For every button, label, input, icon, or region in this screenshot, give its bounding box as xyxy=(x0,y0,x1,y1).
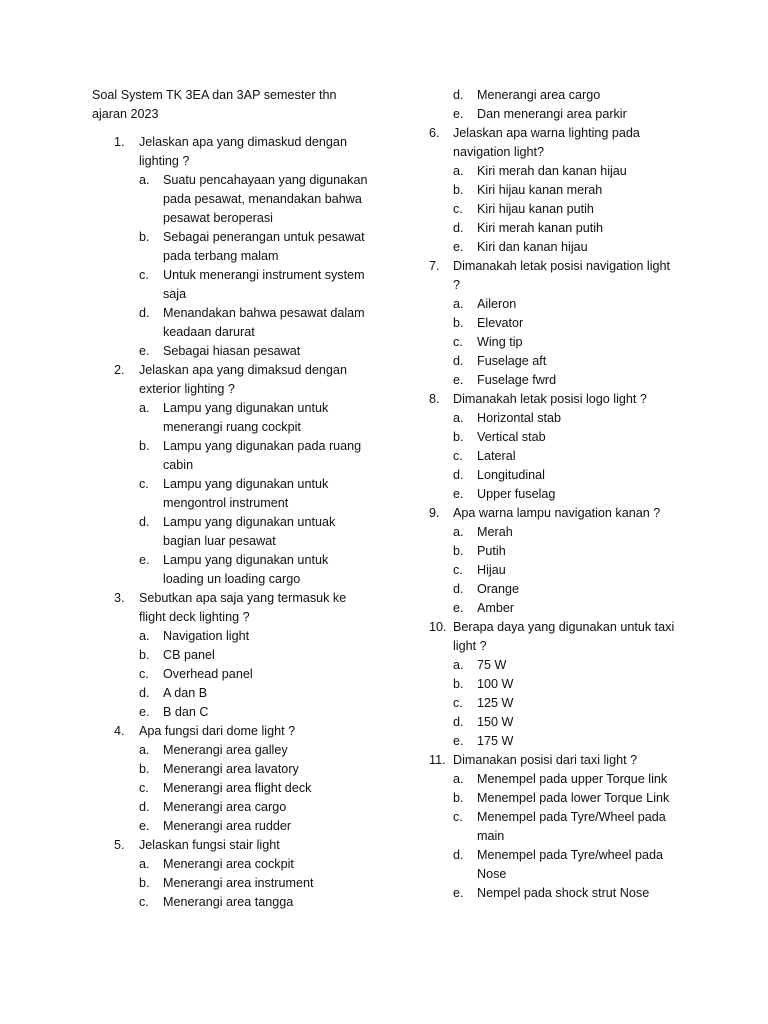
option-text: Kiri hijau kanan putih xyxy=(477,202,594,216)
option-letter: d. xyxy=(453,468,464,482)
option-text: Navigation light xyxy=(163,629,250,643)
option-letter: e. xyxy=(453,487,464,501)
option-letter: e. xyxy=(139,344,150,358)
question-number: 1. xyxy=(114,135,125,149)
question-item xyxy=(92,722,372,836)
option-text: Vertical stab xyxy=(477,430,546,444)
option-letter: b. xyxy=(453,791,464,805)
answer-option xyxy=(139,627,372,646)
question-number: 9. xyxy=(429,506,440,520)
option-letter: a. xyxy=(139,173,150,187)
option-list xyxy=(453,409,679,504)
option-text: Menempel pada lower Torque Link xyxy=(477,791,670,805)
answer-option xyxy=(453,428,679,447)
answer-option xyxy=(453,580,679,599)
option-text: Elevator xyxy=(477,316,524,330)
option-text: 125 W xyxy=(477,696,514,710)
option-list xyxy=(139,171,372,361)
option-text: Nempel pada shock strut Nose xyxy=(477,886,650,900)
option-letter: c. xyxy=(139,477,149,491)
option-letter: a. xyxy=(139,629,150,643)
option-list xyxy=(453,162,679,257)
option-text: Upper fuselag xyxy=(477,487,556,501)
option-text: Untuk menerangi instrument system saja xyxy=(163,268,365,301)
option-letter: a. xyxy=(453,164,464,178)
option-letter: e. xyxy=(453,373,464,387)
continued-options-list xyxy=(429,86,679,124)
option-list xyxy=(453,770,679,903)
option-letter: b. xyxy=(139,648,150,662)
option-list xyxy=(139,741,372,836)
option-text: Lampu yang digunakan untuk loading un loading cargo xyxy=(163,553,329,586)
answer-option xyxy=(139,551,372,589)
option-letter: c. xyxy=(453,696,463,710)
answer-option xyxy=(453,561,679,580)
question-number: 4. xyxy=(114,724,125,738)
question-text: Apa fungsi dari dome light ? xyxy=(139,724,296,738)
option-list xyxy=(453,523,679,618)
answer-option xyxy=(139,437,372,475)
question-text: Sebutkan apa saja yang termasuk ke flight deck lighting ? xyxy=(139,591,347,624)
option-text: Overhead panel xyxy=(163,667,253,681)
option-text: Amber xyxy=(477,601,515,615)
answer-option xyxy=(453,371,679,390)
answer-option xyxy=(453,789,679,808)
option-text: CB panel xyxy=(163,648,215,662)
answer-option xyxy=(453,181,679,200)
option-letter: b. xyxy=(139,762,150,776)
question-text: Berapa daya yang digunakan untuk taxi light ? xyxy=(453,620,675,653)
option-text: B dan C xyxy=(163,705,209,719)
answer-option xyxy=(453,846,679,884)
option-letter: d. xyxy=(453,582,464,596)
answer-option xyxy=(453,238,679,257)
document-title: Soal System TK 3EA dan 3AP semester thn ajaran 2023 xyxy=(92,88,337,121)
option-text: Menerangi area instrument xyxy=(163,876,314,890)
option-text: 175 W xyxy=(477,734,514,748)
answer-option xyxy=(453,447,679,466)
option-list xyxy=(139,855,372,912)
question-number: 3. xyxy=(114,591,125,605)
option-text: Lampu yang digunakan untuak bagian luar pesawat xyxy=(163,515,336,548)
option-letter: e. xyxy=(453,886,464,900)
answer-option xyxy=(453,86,679,105)
answer-option xyxy=(139,760,372,779)
option-letter: b. xyxy=(453,316,464,330)
option-text: Kiri merah dan kanan hijau xyxy=(477,164,627,178)
option-letter: d. xyxy=(453,848,464,862)
answer-option xyxy=(453,884,679,903)
answer-option xyxy=(139,228,372,266)
option-letter: d. xyxy=(139,306,150,320)
question-number: 11. xyxy=(429,753,446,767)
answer-option xyxy=(453,542,679,561)
question-number: 10. xyxy=(429,620,447,634)
question-item xyxy=(429,124,679,257)
answer-option xyxy=(139,779,372,798)
answer-option xyxy=(139,874,372,893)
answer-option xyxy=(139,703,372,722)
answer-option xyxy=(453,219,679,238)
answer-option xyxy=(139,475,372,513)
option-letter: b. xyxy=(139,439,150,453)
answer-option xyxy=(453,485,679,504)
answer-option xyxy=(139,171,372,228)
option-list xyxy=(139,627,372,722)
answer-option xyxy=(453,808,679,846)
question-item xyxy=(92,133,372,361)
answer-option xyxy=(139,893,372,912)
option-text: Putih xyxy=(477,544,506,558)
option-letter: d. xyxy=(453,715,464,729)
option-text: Dan menerangi area parkir xyxy=(477,107,627,121)
question-item xyxy=(429,618,679,751)
option-text: Menempel pada Tyre/Wheel pada main xyxy=(477,810,666,843)
answer-option xyxy=(453,732,679,751)
option-list xyxy=(139,399,372,589)
option-letter: e. xyxy=(139,705,150,719)
answer-option xyxy=(453,694,679,713)
option-letter: d. xyxy=(139,515,150,529)
option-letter: d. xyxy=(453,354,464,368)
option-text: Suatu pencahayaan yang digunakan pada pesawat, menandakan bahwa pesawat beroperasi xyxy=(163,173,368,225)
option-text: Menandakan bahwa pesawat dalam keadaan darurat xyxy=(163,306,365,339)
option-letter: c. xyxy=(453,810,463,824)
option-letter: d. xyxy=(453,221,464,235)
option-letter: c. xyxy=(453,202,463,216)
option-letter: c. xyxy=(453,335,463,349)
answer-option xyxy=(139,342,372,361)
option-text: Kiri dan kanan hijau xyxy=(477,240,588,254)
option-text: Merah xyxy=(477,525,513,539)
option-text: 100 W xyxy=(477,677,514,691)
option-letter: e. xyxy=(453,601,464,615)
option-text: Lampu yang digunakan untuk mengontrol instrument xyxy=(163,477,329,510)
question-number: 7. xyxy=(429,259,440,273)
answer-option xyxy=(453,466,679,485)
option-letter: e. xyxy=(453,734,464,748)
option-letter: c. xyxy=(139,667,149,681)
question-text: Dimanakah letak posisi logo light ? xyxy=(453,392,647,406)
option-letter: d. xyxy=(139,800,150,814)
answer-option xyxy=(139,399,372,437)
option-text: Menerangi area rudder xyxy=(163,819,292,833)
option-text: Horizontal stab xyxy=(477,411,561,425)
option-text: Menerangi area cockpit xyxy=(163,857,294,871)
question-text: Jelaskan apa warna lighting pada navigation light? xyxy=(453,126,640,159)
option-letter: a. xyxy=(453,525,464,539)
answer-option xyxy=(453,523,679,542)
answer-option xyxy=(453,295,679,314)
option-letter: b. xyxy=(453,544,464,558)
option-letter: b. xyxy=(139,876,150,890)
answer-option xyxy=(453,333,679,352)
option-text: Wing tip xyxy=(477,335,523,349)
right-question-list xyxy=(429,124,679,903)
option-text: Menempel pada upper Torque link xyxy=(477,772,668,786)
answer-option xyxy=(453,105,679,124)
question-item xyxy=(429,390,679,504)
option-text: 75 W xyxy=(477,658,507,672)
question-text: Apa warna lampu navigation kanan ? xyxy=(453,506,661,520)
question-number: 6. xyxy=(429,126,440,140)
option-text: Menerangi area flight deck xyxy=(163,781,312,795)
option-letter: a. xyxy=(453,411,464,425)
answer-option xyxy=(139,741,372,760)
option-letter: c. xyxy=(139,895,149,909)
question-item xyxy=(92,361,372,589)
answer-option xyxy=(453,409,679,428)
question-item xyxy=(429,504,679,618)
option-text: Sebagai hiasan pesawat xyxy=(163,344,301,358)
answer-option xyxy=(139,513,372,551)
answer-option xyxy=(453,352,679,371)
left-column xyxy=(92,86,372,912)
option-text: 150 W xyxy=(477,715,514,729)
answer-option xyxy=(139,798,372,817)
option-text: Kiri hijau kanan merah xyxy=(477,183,603,197)
answer-option xyxy=(453,314,679,333)
option-letter: e. xyxy=(139,553,150,567)
question-item xyxy=(429,751,679,903)
option-letter: b. xyxy=(453,183,464,197)
question-text: Dimanakan posisi dari taxi light ? xyxy=(453,753,638,767)
option-letter: a. xyxy=(453,772,464,786)
option-text: Lampu yang digunakan untuk menerangi ruang cockpit xyxy=(163,401,329,434)
option-text: Sebagai penerangan untuk pesawat pada terbang malam xyxy=(163,230,365,263)
question-text: Dimanakah letak posisi navigation light ? xyxy=(453,259,671,292)
option-text: Longitudinal xyxy=(477,468,545,482)
answer-option xyxy=(453,675,679,694)
right-column xyxy=(429,86,679,903)
question-item xyxy=(92,836,372,912)
option-letter: e. xyxy=(139,819,150,833)
answer-option xyxy=(453,656,679,675)
option-letter: e. xyxy=(453,240,464,254)
answer-option xyxy=(453,162,679,181)
option-letter: b. xyxy=(453,677,464,691)
answer-option xyxy=(139,665,372,684)
option-text: Menerangi area tangga xyxy=(163,895,294,909)
left-question-list xyxy=(92,133,372,912)
option-text: Kiri merah kanan putih xyxy=(477,221,604,235)
option-letter: a. xyxy=(453,297,464,311)
option-letter: c. xyxy=(453,563,463,577)
question-number: 5. xyxy=(114,838,125,852)
question-number: 8. xyxy=(429,392,440,406)
question-text: Jelaskan apa yang dimaksud dengan exterior lighting ? xyxy=(139,363,347,396)
question-item xyxy=(429,257,679,390)
option-text: Menempel pada Tyre/wheel pada Nose xyxy=(477,848,663,881)
answer-option xyxy=(453,200,679,219)
option-text: Menerangi area cargo xyxy=(163,800,287,814)
option-text: Lampu yang digunakan pada ruang cabin xyxy=(163,439,362,472)
answer-option xyxy=(139,855,372,874)
answer-option xyxy=(139,266,372,304)
option-list xyxy=(453,295,679,390)
option-letter: a. xyxy=(139,857,150,871)
answer-option xyxy=(453,713,679,732)
option-text: Aileron xyxy=(477,297,517,311)
option-text: Hijau xyxy=(477,563,506,577)
option-letter: c. xyxy=(139,268,149,282)
option-text: Menerangi area cargo xyxy=(477,88,601,102)
option-text: Fuselage aft xyxy=(477,354,547,368)
option-letter: d. xyxy=(453,88,464,102)
option-text: A dan B xyxy=(163,686,208,700)
option-text: Orange xyxy=(477,582,520,596)
option-text: Fuselage fwrd xyxy=(477,373,557,387)
option-letter: c. xyxy=(139,781,149,795)
option-letter: b. xyxy=(139,230,150,244)
option-letter: d. xyxy=(139,686,150,700)
option-letter: a. xyxy=(139,401,150,415)
option-text: Menerangi area galley xyxy=(163,743,288,757)
answer-option xyxy=(453,770,679,789)
question-text: Jelaskan apa yang dimaskud dengan lighting ? xyxy=(139,135,347,168)
option-text: Menerangi area lavatory xyxy=(163,762,299,776)
option-letter: a. xyxy=(139,743,150,757)
question-text: Jelaskan fungsi stair light xyxy=(139,838,280,852)
option-text: Lateral xyxy=(477,449,516,463)
option-letter: c. xyxy=(453,449,463,463)
answer-option xyxy=(139,684,372,703)
option-letter: a. xyxy=(453,658,464,672)
option-letter: e. xyxy=(453,107,464,121)
answer-option xyxy=(139,646,372,665)
answer-option xyxy=(139,817,372,836)
question-item xyxy=(92,589,372,722)
question-number: 2. xyxy=(114,363,125,377)
option-list xyxy=(453,656,679,751)
answer-option xyxy=(453,599,679,618)
option-letter: b. xyxy=(453,430,464,444)
answer-option xyxy=(139,304,372,342)
